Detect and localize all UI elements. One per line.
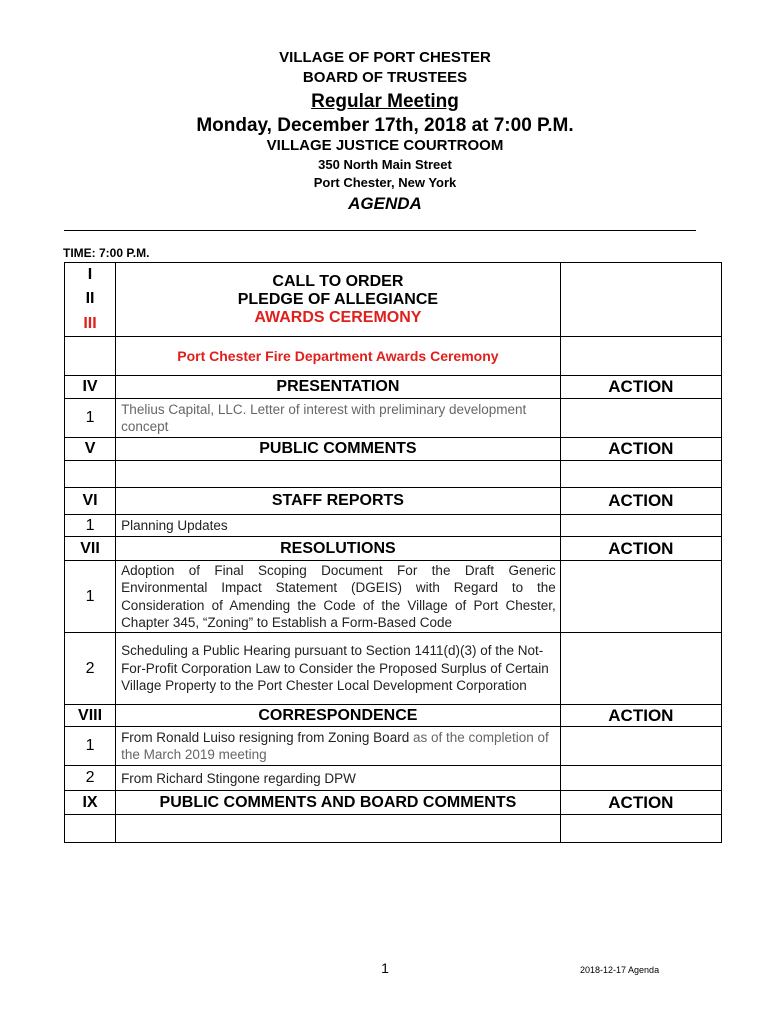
agenda-row (65, 376, 722, 399)
section-title-board-comments: PUBLIC COMMENTS AND BOARD COMMENTS (159, 793, 517, 811)
action-label: ACTION (608, 439, 674, 458)
section-numeral: IX (82, 793, 98, 811)
village-name: VILLAGE OF PORT CHESTER (279, 49, 491, 66)
section-numeral: IV (82, 378, 98, 395)
section-numeral: V (84, 440, 96, 457)
meeting-date: Monday, December 17th, 2018 at 7:00 P.M. (196, 115, 574, 136)
agenda-row (65, 399, 722, 438)
section-title-call-to-order: CALL TO ORDER (272, 272, 404, 290)
agenda-row (65, 515, 722, 537)
agenda-row (65, 815, 722, 843)
item-text: From Richard Stingone regarding DPW (121, 770, 356, 786)
agenda-row (65, 766, 722, 791)
section-title-resolutions: RESOLUTIONS (280, 539, 396, 557)
document-id: 2018-12-17 Agenda (580, 965, 660, 975)
section-title-correspondence: CORRESPONDENCE (258, 706, 418, 724)
section-title-staff-reports: STAFF REPORTS (271, 492, 404, 509)
agenda-row (65, 727, 722, 766)
item-number: 2 (85, 769, 95, 786)
address-street: 350 North Main Street (318, 157, 452, 172)
section-numeral: III (83, 314, 97, 332)
item-text-note: as of the completion of the March 2019 meeting (121, 730, 549, 762)
agenda-row (65, 488, 722, 515)
board-name: BOARD OF TRUSTEES (302, 69, 468, 86)
agenda-row (65, 705, 722, 727)
action-label: ACTION (608, 491, 674, 510)
agenda-table (64, 262, 722, 843)
agenda-row (65, 561, 722, 633)
section-numeral: VIII (78, 706, 103, 724)
section-numeral: VI (82, 492, 98, 509)
section-numeral: VII (80, 539, 100, 557)
item-number: 1 (85, 409, 95, 426)
action-label: ACTION (608, 792, 674, 812)
venue: VILLAGE JUSTICE COURTROOM (266, 137, 504, 154)
item-number: 2 (85, 659, 95, 677)
agenda-row (65, 791, 722, 815)
awards-subtitle: Port Chester Fire Department Awards Ceremony (177, 348, 499, 364)
section-title-pledge: PLEDGE OF ALLEGIANCE (237, 290, 439, 308)
item-text: Adoption of Final Scoping Document For the Draft Generic Environmental Impact Statement (DGEIS) with Regard to the Consideration of Amending the Code of the Village of Port Chester, Chapter 345, “Zoning” to Establish a Form-Based Code (121, 562, 556, 630)
section-title-public-comments: PUBLIC COMMENTS (259, 440, 417, 457)
section-title-awards: AWARDS CEREMONY (254, 308, 422, 326)
agenda-row (65, 337, 722, 376)
header-divider (64, 230, 696, 231)
item-text: Scheduling a Public Hearing pursuant to Section 1411(d)(3) of the Not-For-Profit Corporation Law to Consider the Proposed Surplus of Certain Village Property to the Port Chester Local Development Corporation (121, 643, 549, 694)
agenda-title: AGENDA (348, 194, 422, 213)
item-number: 1 (85, 516, 95, 534)
address-city: Port Chester, New York (313, 175, 457, 190)
item-text (116, 729, 560, 763)
agenda-row (65, 633, 722, 705)
item-number: 1 (85, 737, 95, 754)
agenda-row (65, 537, 722, 561)
section-numeral: II (85, 290, 95, 308)
section-title-presentation: PRESENTATION (276, 378, 400, 395)
agenda-row (65, 263, 722, 337)
action-label: ACTION (608, 377, 674, 396)
meeting-time: TIME: 7:00 P.M. (63, 246, 150, 260)
agenda-row (65, 461, 722, 488)
item-text-main: From Ronald Luiso resigning from Zoning Board (121, 730, 410, 745)
action-label: ACTION (608, 538, 674, 558)
item-text: Thelius Capital, LLC. Letter of interest with preliminary development concept (121, 402, 527, 434)
item-number: 1 (85, 587, 95, 605)
section-numeral: I (87, 266, 93, 284)
page-number: 1 (381, 960, 389, 976)
action-label: ACTION (608, 705, 674, 725)
item-text: Planning Updates (121, 518, 228, 533)
meeting-type: Regular Meeting (311, 91, 459, 112)
agenda-row (65, 438, 722, 461)
